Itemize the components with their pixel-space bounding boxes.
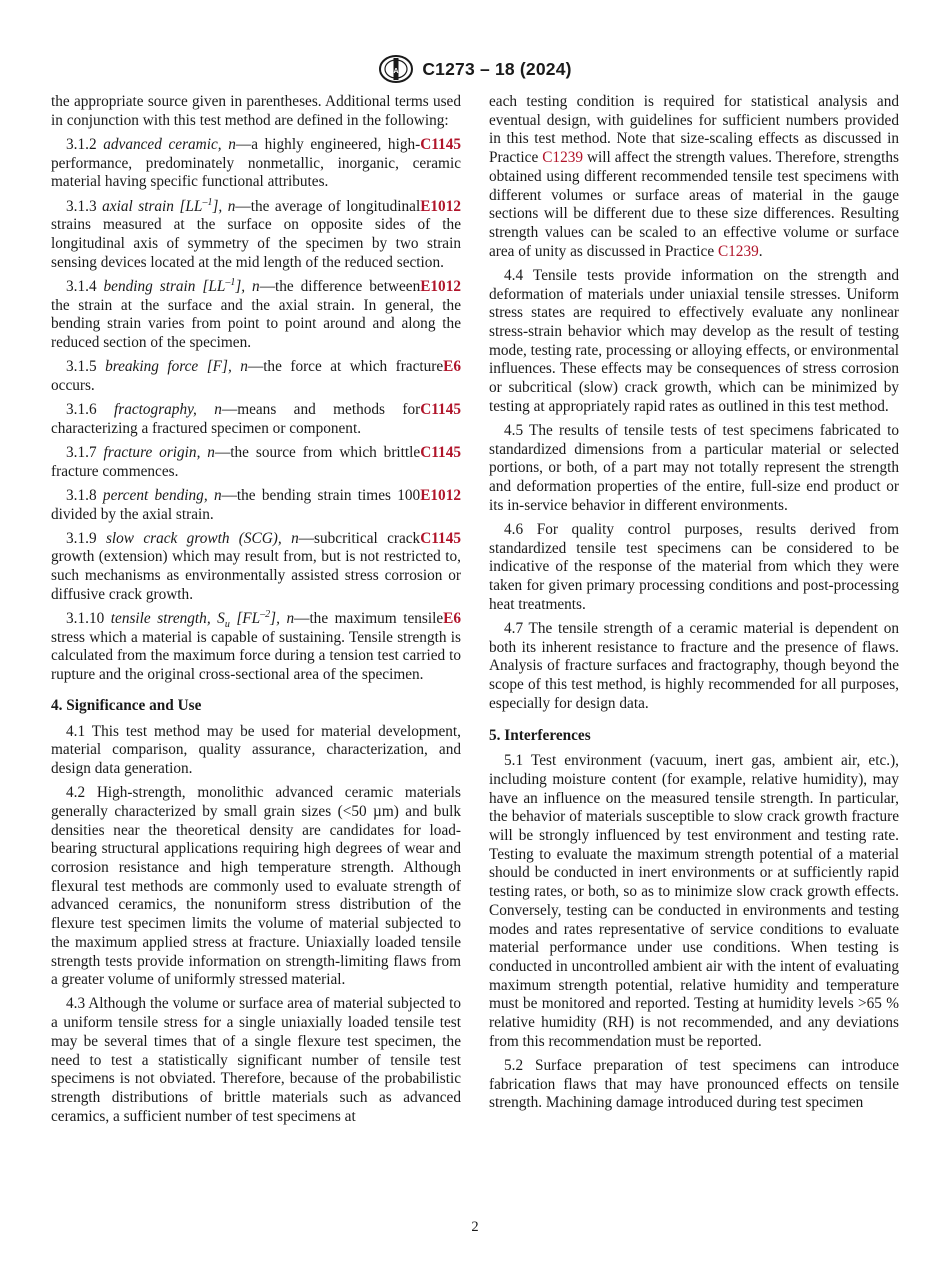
definition-3-1-8: E1012 3.1.8 percent bending, n—the bending strain times 100 divided by the axial strain. xyxy=(51,486,461,523)
reference-link[interactable]: C1145 xyxy=(420,443,461,461)
definition-3-1-10: E6 3.1.10 tensile strength, $S_u$ $[FL^{-2}]$, n—the maximum tensile stress which a material is capable of sustaining. Tensile strength is calculated from the maximum force during a tension test carried to rupture and the original cross-sectional area of the specimen. xyxy=(51,608,461,684)
definition-3-1-2: C1145 3.1.2 advanced ceramic, n—a highly engineered, high-performance, predominately nonmetallic, inorganic, ceramic material having specific functional attributes. xyxy=(51,135,461,191)
page-number: 2 xyxy=(471,1219,479,1235)
paragraph-4-7: 4.7 The tensile strength of a ceramic material is dependent on both its inherent resistance to fracture and the presence of flaws. Analysis of fracture surfaces and fractography, though beyond the scope of this test method, is highly recommended for all purposes, especially for design data. xyxy=(489,619,899,712)
paragraph-4-5: 4.5 The results of tensile tests of test specimens fabricated to standardized dimensions from a particular material or selected portions, or both, of a part may not totally represent the strength and deformation properties of the entire, full-size end product or its in-service behavior in different environments. xyxy=(489,421,899,514)
section-5-heading: 5. Interferences xyxy=(489,726,591,744)
paragraph-4-6: 4.6 For quality control purposes, results derived from standardized tensile test specimens can be considered to be indicative of the response of the material from which they were taken for given primary processing conditions and post-processing heat treatments. xyxy=(489,520,899,613)
reference-link[interactable]: E1012 xyxy=(420,277,461,295)
paragraph-5-2: 5.2 Surface preparation of test specimens can introduce fabrication flaws that may have pronounced effects on tensile strength. Machining damage introduced during test specimen xyxy=(489,1056,899,1112)
page-header xyxy=(0,52,950,86)
definition-3-1-7: C1145 3.1.7 fracture origin, n—the source from which brittle fracture commences. xyxy=(51,443,461,480)
intro-text: the appropriate source given in parentheses. Additional terms used in conjunction with this test method are defined in the following: xyxy=(51,93,461,129)
astm-logo-icon xyxy=(378,54,414,84)
paragraph-4-1: 4.1 This test method may be used for material development, material comparison, quality assurance, characterization, and design data generation. xyxy=(51,722,461,777)
practice-c1239-link[interactable]: C1239 xyxy=(542,149,584,167)
definition-3-1-9: C1145 3.1.9 slow crack growth (SCG), n—subcritical crack growth (extension) which may result from, but is not restricted to, such mechanisms as environmentally assisted stress corrosion or diffusive crack growth. xyxy=(51,529,461,603)
left-column xyxy=(51,93,461,1132)
paragraph-4-3-continued: each testing condition is required for statistical analysis and eventual design, with guidelines for sufficient numbers provided in this test method. Note that size-scaling effects as discussed in Practice C1239 will affect the strength values. Therefore, strengths obtained using different recommended tensile test specimens with different volumes or surface areas of material in the gauge sections will be different due to these size differences. Resulting strength values can be scaled to an effective volume or surface area of unity as discussed in Practice C1239. xyxy=(489,93,899,260)
paragraph-4-4: 4.4 Tensile tests provide information on the strength and deformation of materials under uniaxial tensile stresses. Uniform stress states are required to effectively evaluate any nonlinear stress-strain behavior which may develop as the result of testing mode, testing rate, processing or alloying effects, or environmental influences. These effects may be consequences of stress corrosion or subcritical (slow) crack growth, which can be minimized by testing at appropriately rapid rates as outlined in this test method. xyxy=(489,266,899,415)
practice-c1239-link[interactable]: C1239 xyxy=(717,242,759,260)
reference-link[interactable]: E6 xyxy=(443,358,461,376)
reference-link[interactable]: E1012 xyxy=(420,486,461,504)
section-4-heading: 4. Significance and Use xyxy=(51,696,202,714)
reference-link[interactable]: C1145 xyxy=(420,401,461,419)
reference-link[interactable]: C1145 xyxy=(420,529,461,547)
standard-designation: C1273 – 18 (2024) xyxy=(422,58,572,79)
paragraph-5-1: 5.1 Test environment (vacuum, inert gas, ambient air, etc.), including moisture content (for example, relative humidity), may have an influence on the measured tensile strength. In particular, the behavior of materials susceptible to slow crack growth fracture will be strongly influenced by test environment and testing rate. Testing to evaluate the maximum strength potential of a material should be conducted in inert environments or at sufficiently rapid testing rates, or both, so as to minimize slow crack growth effects. Conversely, testing can be conducted in environments and testing modes and rates representative of service conditions to evaluate material performance under use conditions. When testing is conducted in uncontrolled ambient air with the intent of evaluating maximum strength potential, relative humidity and temperature must be monitored and reported. Testing at humidity levels >65 % relative humidity (RH) is not recommended, and any deviations from this recommendation must be reported. xyxy=(489,752,899,1050)
definition-3-1-5: E6 3.1.5 breaking force [F], n—the force at which fracture occurs. xyxy=(51,358,461,394)
reference-link[interactable]: E6 xyxy=(443,610,461,628)
reference-link[interactable]: E1012 xyxy=(420,197,461,215)
svg-text:A: A xyxy=(393,68,399,75)
definition-3-1-4: E1012 3.1.4 bending strain $[LL^{-1}]$, n—the difference between the strain at the surface and the axial strain. In general, the bending strain varies from point to point around and along the reduced section of the specimen. xyxy=(51,276,461,351)
right-column xyxy=(489,93,899,1119)
paragraph-4-3: 4.3 Although the volume or surface area of material subjected to a uniform tensile stress for a single uniaxially loaded tensile test may be several times that of a single flexure test specimen, the need to test a statistically significant number of tensile test specimens is not obviated. Therefore, because of the probabilistic strength distributions of brittle materials such as advanced ceramics, a sufficient number of test specimens at xyxy=(51,995,461,1125)
definition-3-1-6: C1145 3.1.6 fractography, n—means and methods for characterizing a fractured specimen or component. xyxy=(51,401,461,437)
paragraph-4-2: 4.2 High-strength, monolithic advanced ceramic materials generally characterized by small grain sizes (<50 µm) and bulk densities near the theoretical density are candidates for load-bearing structural applications requiring high degrees of wear and corrosion resistance and high temperature strength. Although flexural test methods are commonly used to evaluate strength of advanced ceramics, the nonuniform stress distribution of the flexure test specimen limits the volume of material subjected to the maximum applied stress at fracture. Uniaxially loaded tensile strength tests provide information on strength-limiting flaws from a greater volume of uniformly stressed material. xyxy=(51,784,461,989)
definition-3-1-3: E1012 3.1.3 axial strain $[LL^{-1}]$, n—the average of longitudinal strains measured at the surface on opposite sides of the longitudinal axis of symmetry of the specimen by two strain sensing devices located at the mid length of the reduced section. xyxy=(51,196,461,271)
reference-link[interactable]: C1145 xyxy=(420,135,461,153)
